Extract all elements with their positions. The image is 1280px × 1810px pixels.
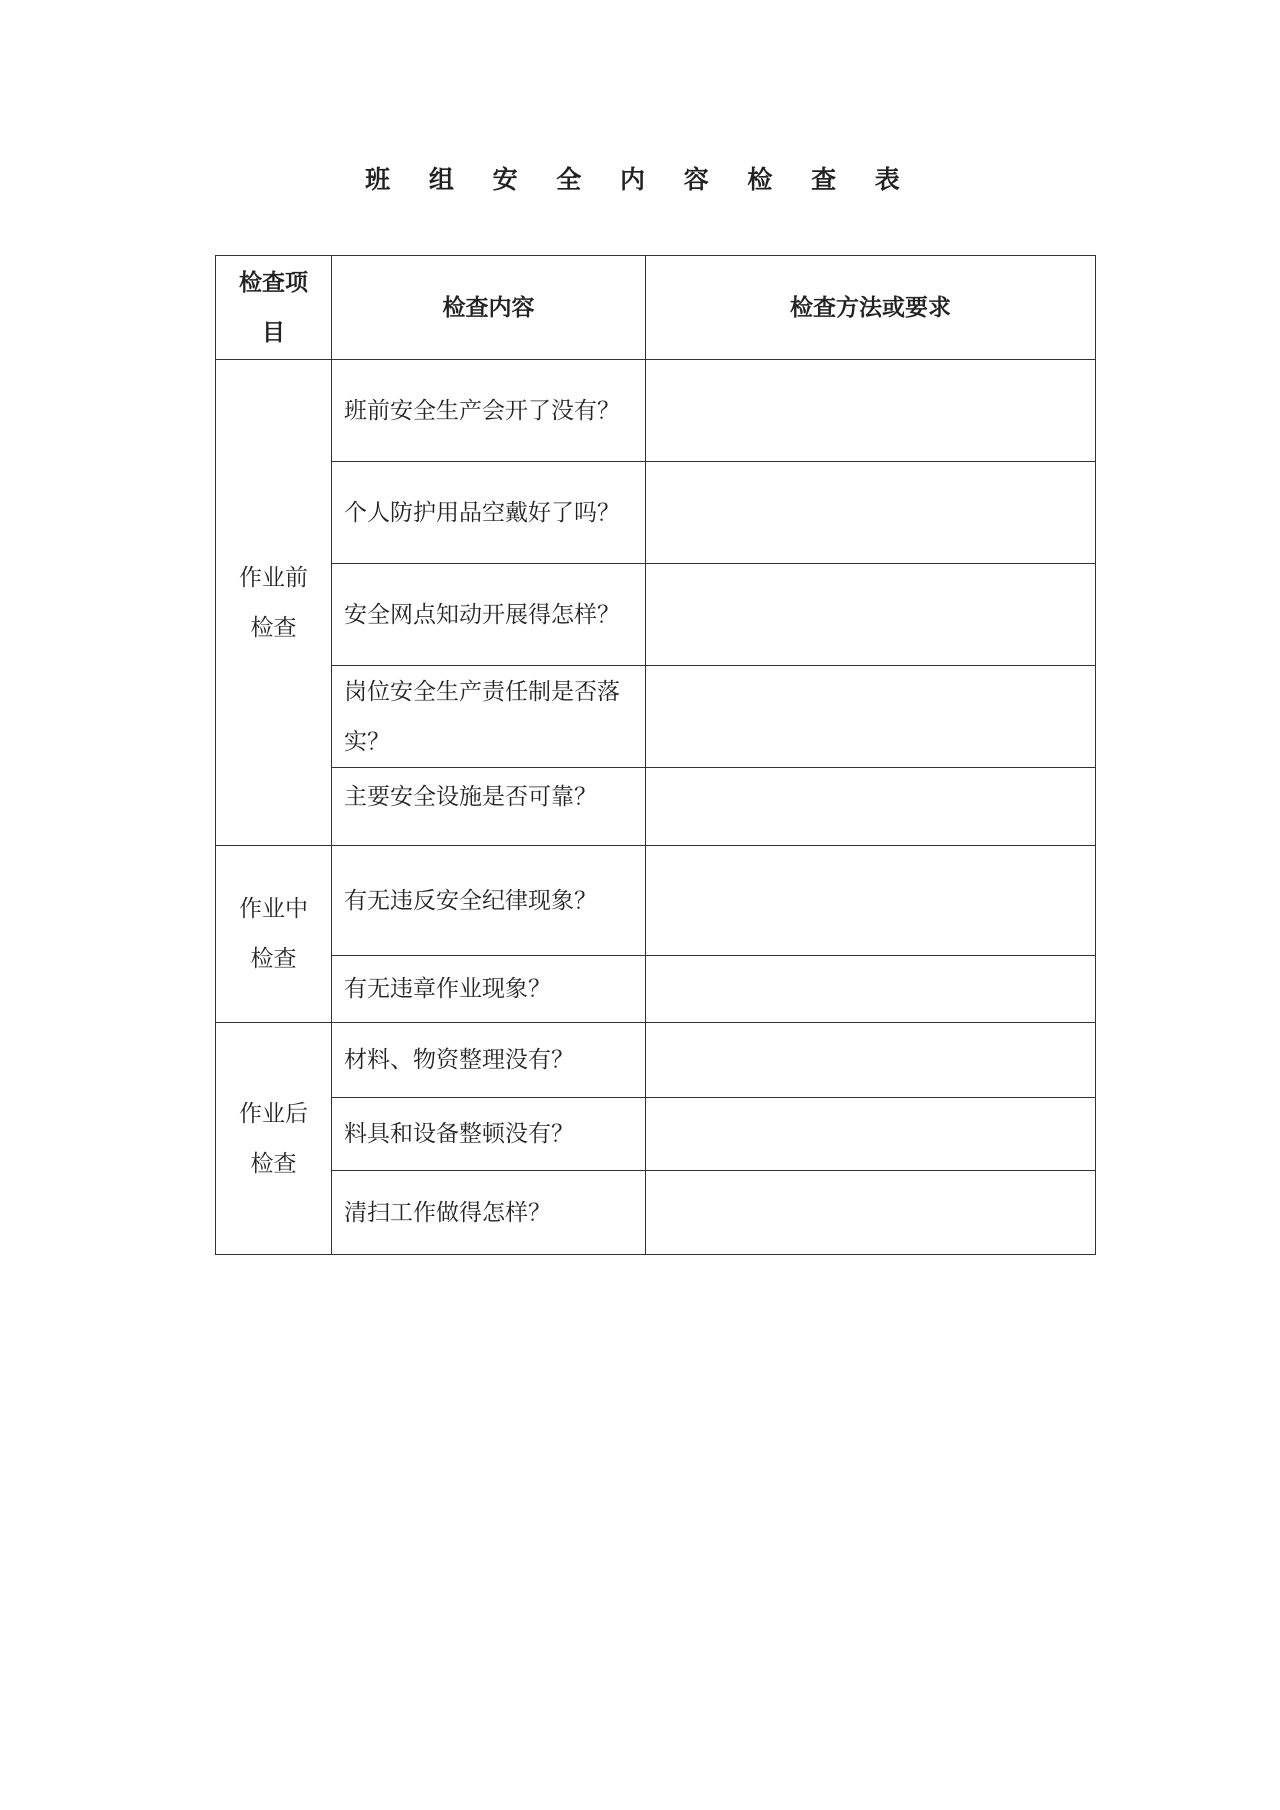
- table-row: [216, 666, 1096, 768]
- inspection-table: [215, 255, 1096, 1255]
- content-cell: 清扫工作做得怎样？: [332, 1171, 646, 1255]
- method-cell: [646, 1171, 1096, 1255]
- content-cell: 材料、物资整理没有？: [332, 1023, 646, 1098]
- page-title: 班 组 安 全 内 容 检 查 表: [365, 165, 915, 194]
- table-row: [216, 360, 1096, 462]
- table-row: [216, 1098, 1096, 1171]
- method-cell: [646, 846, 1096, 956]
- table-header-row: [216, 256, 1096, 360]
- header-content: 检查内容: [332, 256, 646, 360]
- method-cell: [646, 956, 1096, 1023]
- header-method: 检查方法或要求: [646, 256, 1096, 360]
- table-row: [216, 956, 1096, 1023]
- method-cell: [646, 768, 1096, 846]
- content-cell: 安全网点知动开展得怎样？: [332, 564, 646, 666]
- content-cell: 主要安全设施是否可靠？: [332, 768, 646, 846]
- content-cell: 个人防护用品空戴好了吗？: [332, 462, 646, 564]
- group-cell-pre: 作业前检查: [216, 360, 332, 846]
- header-item: 检查项目: [216, 256, 332, 360]
- group-cell-post: 作业后检查: [216, 1023, 332, 1255]
- method-cell: [646, 462, 1096, 564]
- group-cell-during: 作业中检查: [216, 846, 332, 1023]
- table-row: [216, 768, 1096, 846]
- content-cell: 有无违反安全纪律现象？: [332, 846, 646, 956]
- table-row: [216, 1023, 1096, 1098]
- table-row: [216, 564, 1096, 666]
- method-cell: [646, 564, 1096, 666]
- table-row: [216, 846, 1096, 956]
- method-cell: [646, 1098, 1096, 1171]
- content-cell: 岗位安全生产责任制是否落实？: [332, 666, 646, 768]
- content-cell: 料具和设备整顿没有？: [332, 1098, 646, 1171]
- method-cell: [646, 1023, 1096, 1098]
- method-cell: [646, 360, 1096, 462]
- method-cell: [646, 666, 1096, 768]
- content-cell: 有无违章作业现象？: [332, 956, 646, 1023]
- content-cell: 班前安全生产会开了没有？: [332, 360, 646, 462]
- table-row: [216, 1171, 1096, 1255]
- table-row: [216, 462, 1096, 564]
